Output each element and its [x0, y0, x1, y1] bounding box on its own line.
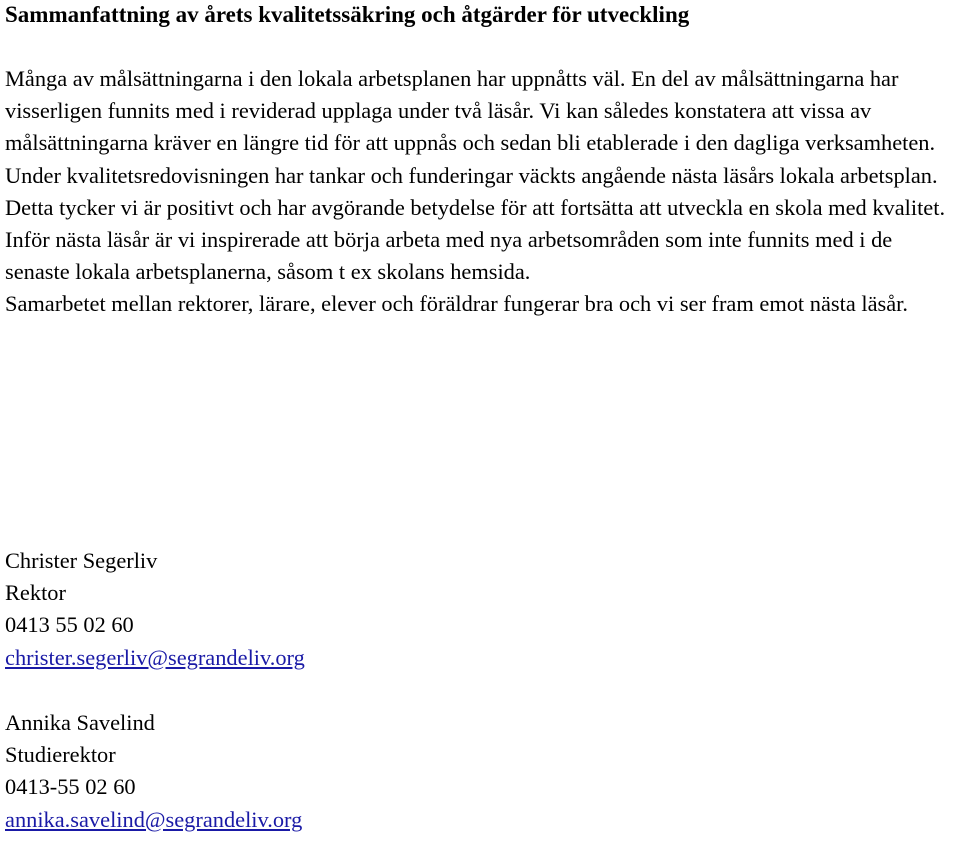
contact-email-link[interactable]: christer.segerliv@segrandeliv.org [5, 644, 305, 670]
contact-name: Christer Segerliv [5, 548, 158, 573]
paragraph-next-year: Inför nästa läsår är vi inspirerade att börja arbeta med nya arbetsområden som inte funnits med i de senaste lokala arbetsplanerna, såsom t ex skolans hemsida. [5, 227, 893, 285]
document [5, 0, 960, 832]
contact-role: Rektor [5, 580, 66, 606]
contact-block-director-of-studies [5, 707, 302, 836]
paragraph-quality-report: Under kvalitetsredovisningen har tankar och funderingar väckts angående nästa läsårs lokala arbetsplan. Detta tycker vi är positivt och har avgörande betydelse för att fortsätta att utveckla en skola med kvalitet. [5, 162, 946, 220]
contact-block-principal [5, 545, 305, 674]
contact-name: Annika Savelind [5, 710, 155, 735]
paragraph-cooperation: Samarbetet mellan rektorer, lärare, elever och föräldrar fungerar bra och vi ser fram emot nästa läsår. [5, 291, 908, 317]
contact-email-link[interactable]: annika.savelind@segrandeliv.org [5, 806, 303, 832]
contact-role: Studierektor [5, 742, 116, 768]
summary-body [5, 29, 960, 321]
contact-phone: 0413 55 02 60 [5, 612, 134, 638]
document-heading: Sammanfattning av årets kvalitetssäkring och åtgärder för utveckling [5, 2, 690, 27]
contact-phone: 0413-55 02 60 [5, 774, 136, 800]
paragraph-goals: Många av målsättningarna i den lokala arbetsplanen har uppnåtts väl. En del av målsättningarna har visserligen funnits med i reviderad upplaga under två läsår. Vi kan således konstatera att vissa av målsättningarna kräver en längre tid för att uppnås och sedan bli etablerade i den dagliga verksamheten. [5, 66, 936, 156]
